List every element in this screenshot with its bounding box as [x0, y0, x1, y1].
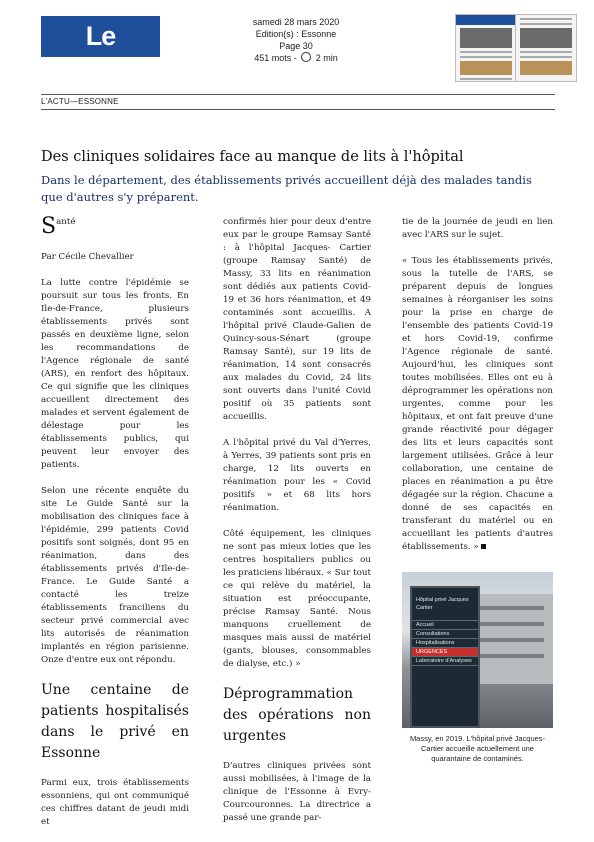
window-row: [480, 638, 544, 642]
paragraph: D'autres cliniques privées sont aussi mobilisées, à l'image de la clinique de l'Essonne à Evry-Courcouronnes. La directrice a passé une grande par-: [223, 761, 371, 823]
paragraph: Selon une récente enquête du site Le Guide Santé sur la mobilisation des cliniques face à l'épidémie, 299 patients Covid positifs sont soignés, dont 95 en réanimation, dans des établissements privés d'Ile-de-France. Le Guide Santé a contacté les treize établissements franciliens du secteur privé commercial avec lits autorisés de réanimation implantés en région parisienne. Onze d'entre eux ont répondu.: [41, 486, 189, 665]
thumbnail-line: [460, 51, 512, 53]
thumbnail-photo: [520, 28, 572, 48]
paragraph: Côté équipement, les cliniques ne sont pas mieux loties que les centres hospitaliers publics ou les praticiens libéraux. « Sur tout ce qui relève du matériel, la situation est préoccupante, précise Ramsay Santé. Nous manquons cruellement de masques mais aussi de matériel (gants, blouses, consommables de dialyse, etc.) »: [223, 529, 371, 669]
clock-icon: [301, 52, 311, 62]
reading-time: 2 min: [315, 53, 338, 63]
drop-cap: S: [41, 214, 57, 239]
sign-line: Accueil: [412, 621, 478, 630]
word-count: [240, 52, 352, 64]
thumbnail-banner: [456, 15, 516, 25]
rubric: anté: [56, 217, 76, 227]
edition-date: samedi 28 mars 2020: [252, 17, 340, 27]
subheading: Déprogrammation des opérations non urgentes: [223, 686, 371, 744]
end-mark-icon: [481, 544, 486, 549]
article-headline: Des cliniques solidaires face au manque de lits à l'hôpital: [41, 149, 464, 165]
window-row: [480, 654, 544, 658]
byline: Par Cécile Chevallier: [41, 252, 134, 262]
hospital-photo: [402, 572, 553, 728]
photo-caption: Massy, en 2019. L'hôpital privé Jacques-Cartier accueille actuellement une quarantaine de contaminés.: [409, 734, 546, 763]
edition-name: Edition(s) : Essonne: [255, 29, 337, 39]
hospital-sign: [410, 586, 480, 728]
thumbnail-line: [460, 78, 512, 80]
thumbnail-line: [520, 56, 572, 58]
quote-text: « Tous les établissements privés, sous la tutelle de l'ARS, se préparent depuis de longues semaines à réorganiser les soins pour la prise en charge de l'ensemble des patients Covid-19 et hors Covid-19, confirme l'Agence régionale de santé. Aujourd'hui, les cliniques sont toutes mobilisées. Elles ont eu à déprogrammer les opérations non urgentes, comme pour les hôpitaux, et ont fait preuve d'une grande réactivité pour dégager des lits et leurs capacités sont largement utilisées. Grâce à leur collaboration, une centaine de places en réanimation a pu être dégagée sur la région. Chacune a donné de ses capacités en transferant du matériel ou en accueillant les patients d'autres établissements. »: [402, 256, 553, 552]
word-count-text: 451 mots -: [254, 53, 297, 63]
le-parisien-logo: Le Parisien: [41, 16, 160, 57]
paragraph: La lutte contre l'épidémie se poursuit sur tous les fronts. En Ile-de-France, plusieurs établissements privés sont passés en deuxième ligne, selon les recommandations de l'Agence régionale de santé (ARS), en renfort des hôpitaux. Ce qui signifie que les cliniques accueillent directement des malades et servent également de délestage pour les établissements publics, qui peuvent leur envoyer des patients.: [41, 278, 189, 470]
thumbnail-line: [520, 51, 572, 53]
paragraph: Parmi eux, trois établissements essonniens, qui ont communiqué ces chiffres datant de jeudi midi et: [41, 778, 189, 827]
sign-line: Hospitalisations: [412, 639, 478, 648]
article-column-2: [223, 216, 371, 838]
section-label: L'ACTU—ESSONNE: [41, 97, 119, 106]
sign-line: Laboratoire d'Analyses: [412, 657, 478, 666]
page-number: Page 30: [279, 41, 313, 51]
article-page-thumbnail[interactable]: [515, 14, 577, 82]
article-column-1: [41, 216, 189, 842]
article-lede: Dans le département, des établissements privés accueillent déjà des malades tandis que d'autres s'y préparent.: [41, 173, 532, 204]
thumbnail-photo: [460, 28, 512, 48]
subheading: Une centaine de patients hospitalisés dans le privé en Essonne: [41, 682, 189, 761]
article-column-3: [402, 216, 553, 567]
thumbnail-photo: [460, 61, 512, 75]
paragraph: confirmés hier pour deux d'entre eux par le groupe Ramsay Santé : à l'hôpital Jacques- Cartier (groupe Ramsay Santé) de Massy, 33 lits en réanimation sont dédiés aux patients Covid-19 et 36 hors réanimation, et 49 contaminés sont accueillis. A l'hôpital privé Claude-Galien de Quincy-sous-Sénart (groupe Ramsay Santé), sur 19 lits de réanimation, 14 sont consacrés aux malades du Covid, 24 lits sont ouverts dans l'unité Covid positif où 35 patients sont accueillis.: [223, 217, 371, 422]
sign-line: Consultations: [412, 630, 478, 639]
front-page-thumbnail[interactable]: [455, 14, 517, 82]
thumbnail-line: [520, 23, 572, 25]
window-row: [480, 606, 544, 610]
rubric-line: [41, 216, 189, 238]
window-row: [480, 622, 544, 626]
sign-urgences: URGENCES: [412, 648, 478, 657]
paragraph: A l'hôpital privé du Val d'Yerres, à Yerres, 39 patients sont pris en charge, 12 lits ouverts en réanimation pour les « Covid positifs » et 68 lits hors réanimation.: [223, 438, 371, 513]
paragraph-quote: [402, 255, 553, 554]
thumbnail-line: [460, 56, 512, 58]
thumbnail-line: [520, 18, 572, 20]
paragraph: tie de la journée de jeudi en lien avec l'ARS sur le sujet.: [402, 217, 553, 240]
sign-title: Hôpital privé Jacques Cartier: [412, 588, 478, 621]
edition-meta: [240, 16, 352, 64]
thumbnail-photo: [520, 61, 572, 75]
section-rule-bottom: [41, 109, 555, 110]
section-rule-top: [41, 94, 555, 95]
